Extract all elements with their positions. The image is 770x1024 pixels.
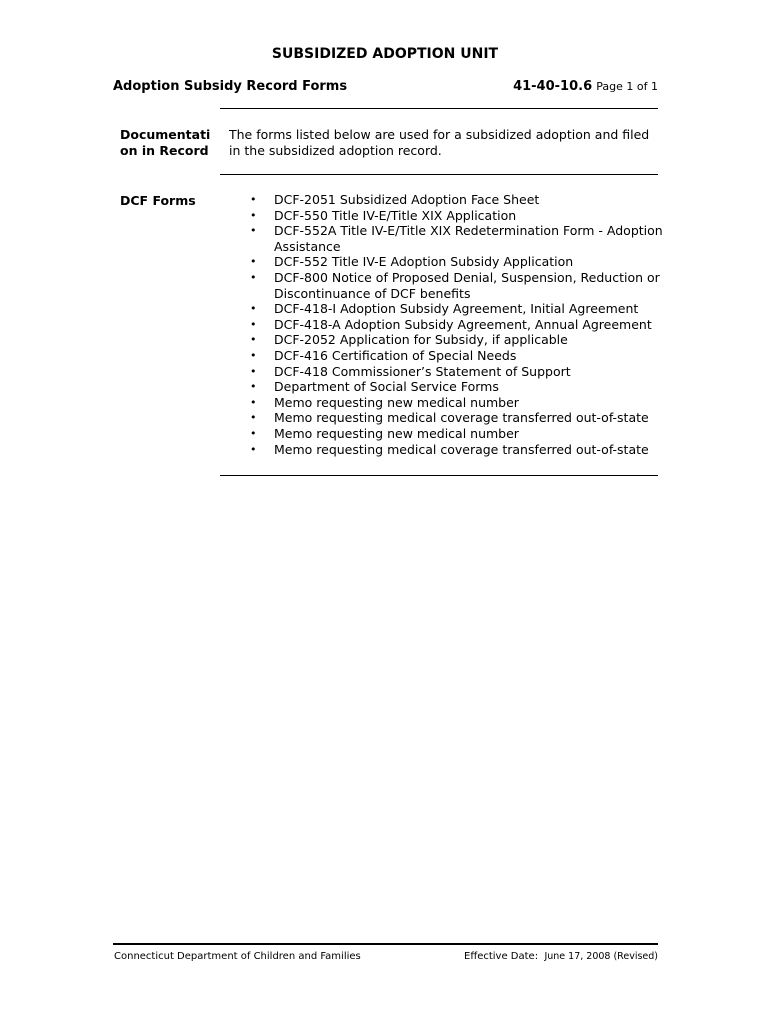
divider — [220, 174, 658, 175]
list-item: • DCF-418 Commissioner’s Statement of Support — [248, 364, 668, 380]
list-item: • DCF-416 Certification of Special Needs — [248, 348, 668, 364]
list-item: • Department of Social Service Forms — [248, 379, 668, 395]
dcf-forms-heading: DCF Forms — [120, 193, 196, 208]
list-item: • Memo requesting new medical number — [248, 395, 668, 411]
footer-effective-date — [464, 951, 658, 962]
documentation-heading-line-1: Documentati — [120, 127, 211, 142]
divider — [220, 108, 658, 109]
unit-title: SUBSIDIZED ADOPTION UNIT — [271, 46, 499, 62]
effective-date-label: Effective Date: — [464, 951, 539, 962]
list-item: • DCF-552A Title IV-E/Title XIX Redetermination Form - Adoption Assistance — [248, 223, 668, 254]
list-item: • DCF-418-A Adoption Subsidy Agreement, Annual Agreement — [248, 317, 668, 333]
list-item: • Memo requesting new medical number — [248, 426, 668, 442]
documentation-text: The forms listed below are used for a subsidized adoption and filed in the subsidized adoption record. — [229, 127, 650, 158]
list-item: • Memo requesting medical coverage transferred out-of-state — [248, 410, 668, 426]
policy-reference — [513, 79, 658, 94]
section-title: Adoption Subsidy Record Forms — [113, 79, 348, 94]
dcf-forms-list — [248, 192, 668, 457]
list-item: • DCF-2051 Subsidized Adoption Face Sheet — [248, 192, 668, 208]
footer-divider — [113, 943, 658, 945]
documentation-heading-line-2: on in Record — [120, 143, 209, 158]
list-item: • DCF-2052 Application for Subsidy, if applicable — [248, 332, 668, 348]
documentation-heading — [120, 127, 220, 159]
list-item: • Memo requesting medical coverage transferred out-of-state — [248, 442, 668, 458]
effective-date-value: June 17, 2008 (Revised) — [544, 951, 658, 962]
list-item: • DCF-418-I Adoption Subsidy Agreement, Initial Agreement — [248, 301, 668, 317]
divider — [220, 475, 658, 476]
footer-agency: Connecticut Department of Children and Families — [114, 951, 361, 962]
list-item: • DCF-552 Title IV-E Adoption Subsidy Application — [248, 254, 668, 270]
list-item: • DCF-550 Title IV-E/Title XIX Application — [248, 208, 668, 224]
page-label: Page 1 of 1 — [596, 80, 658, 93]
list-item: • DCF-800 Notice of Proposed Denial, Suspension, Reduction or Discontinuance of DCF benefits — [248, 270, 668, 301]
policy-number: 41-40-10.6 — [513, 79, 593, 94]
